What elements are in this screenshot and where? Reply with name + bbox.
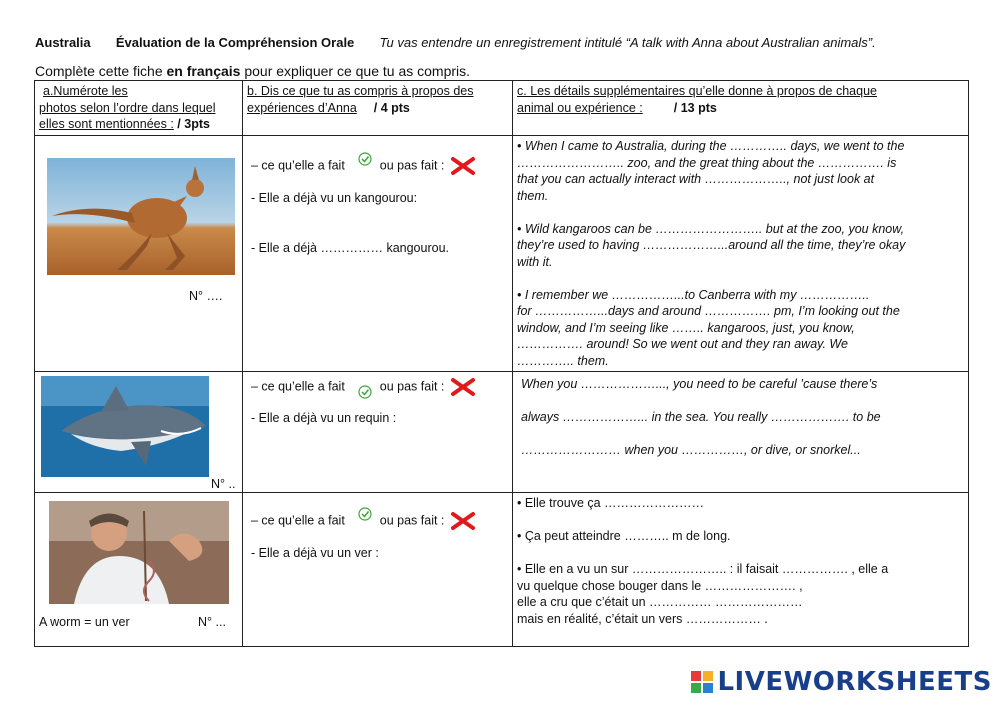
shark-photo-cell bbox=[35, 372, 243, 493]
worm-caption: A worm = un ver bbox=[39, 615, 130, 629]
kangaroo-number[interactable]: N° …. bbox=[189, 289, 223, 303]
check-icon[interactable] bbox=[358, 507, 372, 521]
logo-text: LIVEWORKSHEETS bbox=[717, 667, 992, 697]
detail-line: for ……………...days and around ……………. pm, I’m looking out the bbox=[517, 304, 900, 318]
detail-line bbox=[517, 270, 964, 287]
detail-line: • When I came to Australia, during the ………….. days, we went to the bbox=[517, 139, 905, 153]
kangaroo-details-cell bbox=[513, 136, 969, 372]
page-subtitle: Tu vas entendre un enregistrement intitulé “A talk with Anna about Australian animals”. bbox=[379, 35, 876, 50]
worm-answers-cell bbox=[243, 493, 513, 647]
column-b-header bbox=[243, 81, 513, 136]
detail-line: mais en réalité, c’était un vers ……………… . bbox=[517, 611, 768, 626]
shark-photo bbox=[41, 376, 209, 477]
col-b-points: / 4 pts bbox=[373, 100, 410, 115]
table-row bbox=[35, 136, 969, 372]
detail-line: ……………. around! So we went out and they ran away. We bbox=[517, 337, 848, 351]
worm-photo-cell bbox=[35, 493, 243, 647]
shark-details-cell bbox=[513, 372, 969, 493]
table-row bbox=[35, 493, 969, 647]
check-icon[interactable] bbox=[358, 385, 372, 399]
col-b-line2: expériences d’Anna bbox=[247, 100, 357, 115]
detail-line: window, and I’m seeing like …….. kangaroos, just, you know, bbox=[517, 320, 855, 335]
shark-answers-cell bbox=[243, 372, 513, 493]
col-c-line1: c. Les détails supplémentaires qu’elle donne à propos de chaque bbox=[517, 84, 877, 98]
detail-line: • Wild kangaroos can be …………………….. but at the zoo, you know, bbox=[517, 221, 905, 236]
worksheet-table bbox=[34, 80, 969, 647]
shark-number[interactable]: N° .. bbox=[211, 477, 236, 491]
seen-line: - Elle a déjà vu un requin : bbox=[251, 411, 397, 425]
page-title: Évaluation de la Compréhension Orale bbox=[115, 35, 355, 50]
detail-line: ………….. them. bbox=[517, 353, 609, 368]
detail-line: • I remember we ……………...to Canberra with my …………….. bbox=[517, 287, 870, 302]
kangaroo-details[interactable] bbox=[517, 138, 964, 369]
detail-line: • Elle trouve ça …………………… bbox=[517, 496, 705, 510]
done-label: – ce qu’elle a fait bbox=[251, 158, 345, 173]
col-c-points: / 13 pts bbox=[673, 100, 717, 115]
cross-icon[interactable] bbox=[450, 511, 476, 531]
check-icon[interactable] bbox=[358, 152, 372, 166]
detail-line: always ………………... in the sea. You really ………………. to be bbox=[521, 410, 881, 424]
table-row bbox=[35, 372, 969, 493]
detail-line bbox=[517, 545, 964, 562]
worm-details[interactable] bbox=[517, 495, 964, 627]
not-done-label: ou pas fait : bbox=[379, 513, 445, 528]
not-done-label: ou pas fait : bbox=[379, 379, 445, 394]
seen-line-2[interactable]: - Elle a déjà …………… kangourou. bbox=[251, 241, 450, 255]
shark-details[interactable] bbox=[517, 368, 964, 467]
detail-line: When you ………………..., you need to be careful ’cause there’s bbox=[521, 377, 878, 391]
kangaroo-photo-cell bbox=[35, 136, 243, 372]
worm-details-cell bbox=[513, 493, 969, 647]
detail-line: elle a cru que c’était un …………… ………………… bbox=[517, 595, 803, 609]
detail-line bbox=[517, 204, 964, 221]
worm-photo bbox=[49, 501, 229, 604]
liveworksheets-logo bbox=[691, 667, 992, 697]
cross-icon[interactable] bbox=[450, 377, 476, 397]
instruction-text-2: pour expliquer ce que tu as compris. bbox=[240, 63, 471, 79]
detail-line: they’re used to having ………………...around all the time, they’re okay bbox=[517, 238, 906, 252]
instruction-text-1: Complète cette fiche bbox=[35, 63, 167, 79]
seen-line: - Elle a déjà vu un kangourou: bbox=[251, 191, 418, 205]
detail-line: …………………….. zoo, and the great thing about the ……………. is bbox=[517, 155, 897, 170]
col-a-line3: elles sont mentionnées : bbox=[39, 117, 174, 131]
header-line bbox=[35, 35, 876, 50]
worm-number[interactable]: N° ... bbox=[198, 615, 226, 629]
detail-line: • Elle en a vu un sur ………………….. : il faisait ……………. , elle a bbox=[517, 562, 889, 576]
cross-icon[interactable] bbox=[450, 156, 476, 176]
detail-line: vu quelque chose bouger dans le …………………. , bbox=[517, 578, 803, 593]
detail-line: them. bbox=[517, 188, 549, 203]
table-header-row bbox=[35, 81, 969, 136]
detail-line: that you can actually interact with ……………….., not just look at bbox=[517, 172, 875, 186]
column-a-header bbox=[35, 81, 243, 136]
done-label: – ce qu’elle a fait bbox=[251, 379, 345, 394]
country-label: Australia bbox=[35, 35, 91, 50]
col-a-line2: photos selon l’ordre dans lequel bbox=[39, 100, 216, 115]
col-a-points: / 3pts bbox=[177, 117, 210, 131]
detail-line: • Ça peut atteindre ……….. m de long. bbox=[517, 529, 731, 543]
col-c-line2: animal ou expérience : bbox=[517, 100, 643, 115]
detail-line bbox=[517, 512, 964, 529]
not-done-label: ou pas fait : bbox=[379, 158, 445, 173]
col-a-line1: a.Numérote les bbox=[43, 84, 128, 98]
seen-line: - Elle a déjà vu un ver : bbox=[251, 546, 379, 560]
detail-line: …………………… when you ……………, or dive, or snorkel... bbox=[521, 443, 861, 457]
instruction-bold: en français bbox=[166, 63, 241, 79]
detail-line: with it. bbox=[517, 254, 553, 269]
col-b-line1: b. Dis ce que tu as compris à propos des bbox=[247, 84, 474, 98]
done-label: – ce qu’elle a fait bbox=[251, 513, 345, 528]
instruction bbox=[35, 63, 470, 79]
kangaroo-photo bbox=[47, 158, 235, 275]
kangaroo-answers-cell bbox=[243, 136, 513, 372]
column-c-header bbox=[513, 81, 969, 136]
live-logo-icon bbox=[691, 671, 713, 693]
